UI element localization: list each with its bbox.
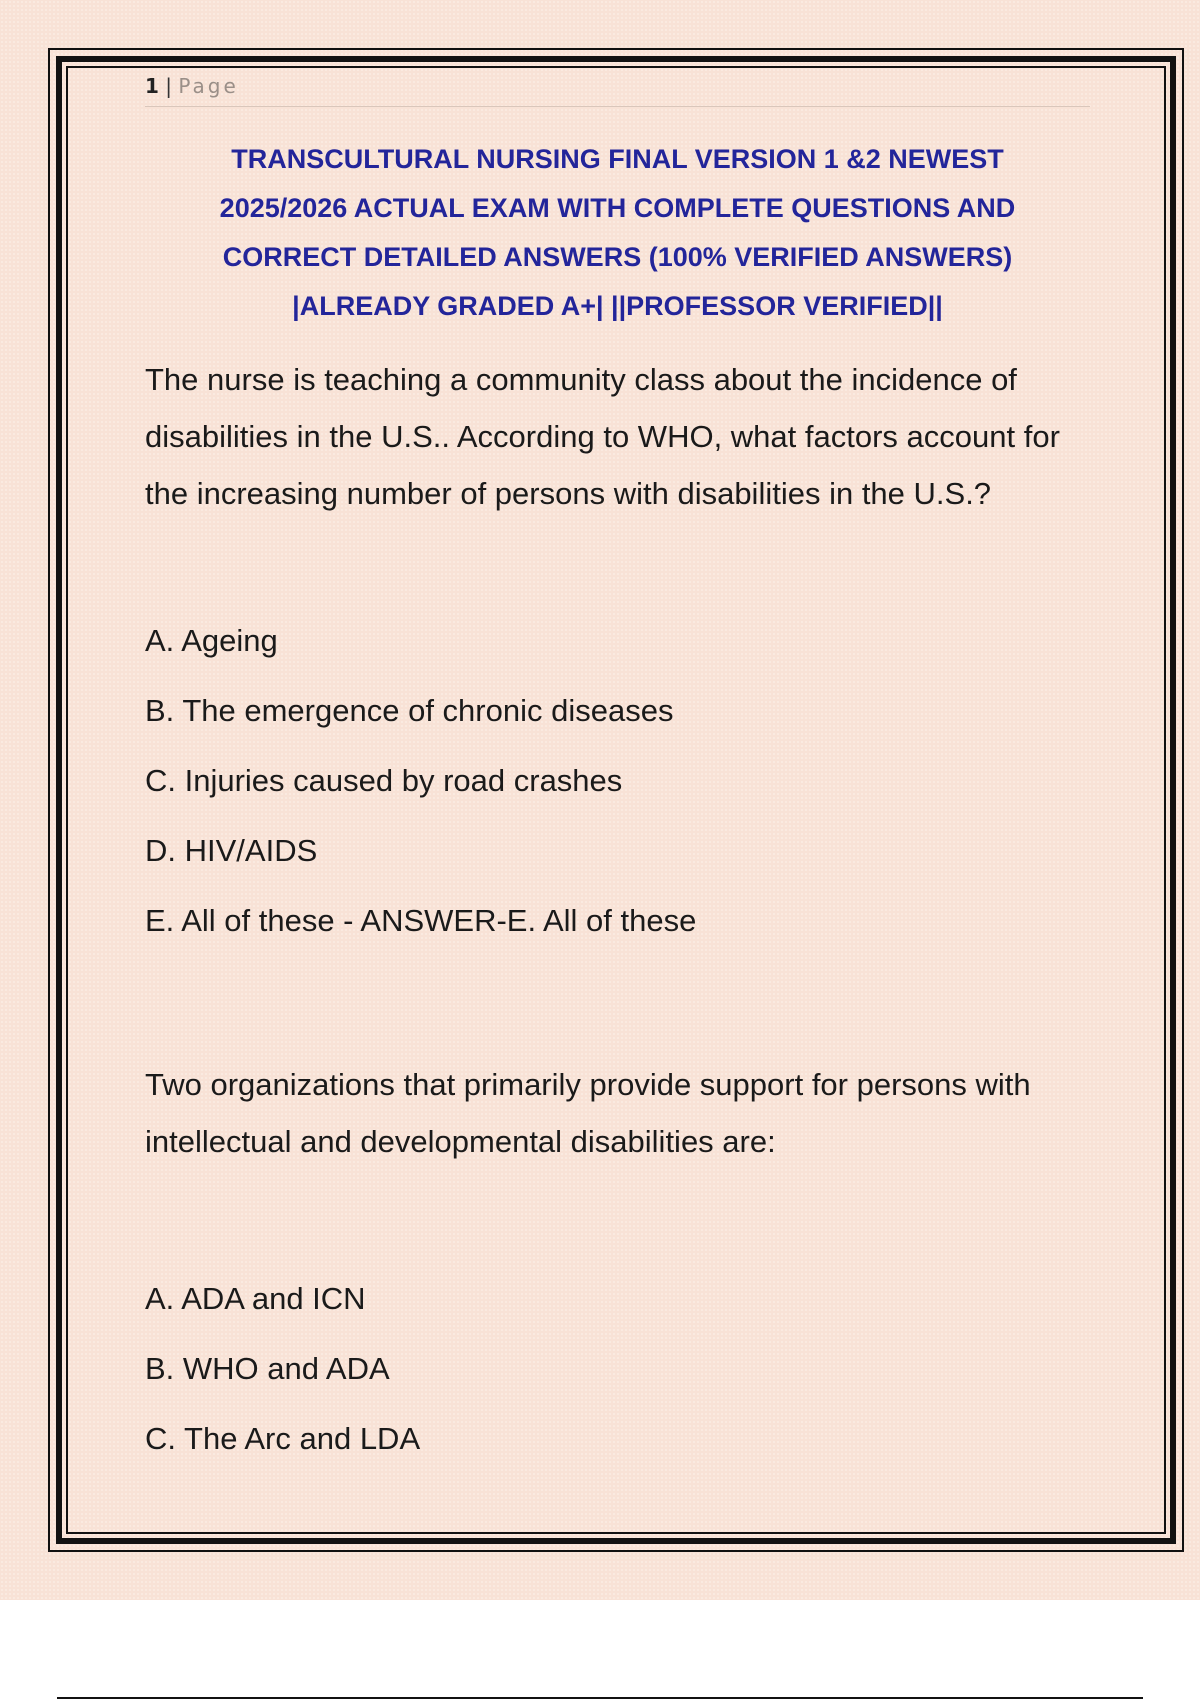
title-line: |ALREADY GRADED A+| ||PROFESSOR VERIFIED||: [292, 291, 943, 321]
question-1-text: The nurse is teaching a community class about the incidence of disabilities in the U.S.. According to WHO, what factors account for the increasing number of persons with disabilities in the U.S.?: [145, 362, 1060, 511]
answer-option: B. WHO and ADA: [145, 1351, 390, 1386]
question-2-text: Two organizations that primarily provide support for persons with intellectual and developmental disabilities are:: [145, 1067, 1031, 1159]
page-separator: |: [165, 74, 173, 98]
document-title: [145, 135, 1090, 331]
title-line: CORRECT DETAILED ANSWERS (100% VERIFIED ANSWERS): [222, 242, 1013, 272]
answer-option: B. The emergence of chronic diseases: [145, 693, 674, 728]
page-label: Page: [178, 74, 239, 98]
answer-option: A. Ageing: [145, 623, 278, 658]
footer-rule: [57, 1697, 1143, 1699]
question-1-options: [145, 606, 1090, 956]
answer-option: D. HIV/AIDS: [145, 833, 318, 868]
answer-option: A. ADA and ICN: [145, 1281, 366, 1316]
title-line: 2025/2026 ACTUAL EXAM WITH COMPLETE QUESTIONS AND: [219, 193, 1016, 223]
title-line: TRANSCULTURAL NURSING FINAL VERSION 1 &2 NEWEST: [231, 144, 1004, 174]
answer-option: E. All of these - ANSWER-E. All of these: [145, 903, 697, 938]
page-number-header: [145, 72, 1090, 107]
question-2-options: [145, 1264, 1090, 1474]
document-content: [145, 72, 1090, 1474]
answer-option: C. The Arc and LDA: [145, 1421, 421, 1456]
page-number: 1: [145, 74, 159, 98]
answer-option: C. Injuries caused by road crashes: [145, 763, 623, 798]
